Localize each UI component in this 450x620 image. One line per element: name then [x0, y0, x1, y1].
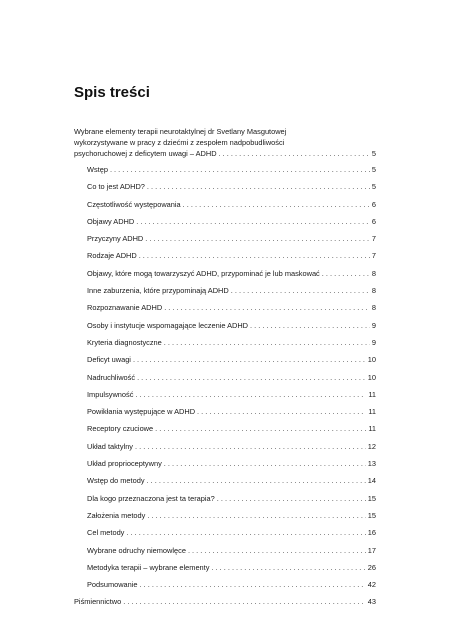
toc-entry: [74, 510, 376, 521]
dot-leader: [135, 441, 366, 452]
toc-main-entry-line: psychoruchowej z deficytem uwagi – ADHD: [74, 149, 217, 158]
toc-page-number: 8: [371, 268, 376, 278]
toc-entry-label: Wstęp do metody: [87, 476, 145, 486]
toc-entry-label: Wybrane odruchy niemowlęce: [87, 545, 186, 555]
toc-page-number: 11: [368, 407, 376, 417]
toc-page-number: 10: [367, 372, 376, 382]
dot-leader: [137, 372, 366, 383]
toc-page-number: 42: [367, 580, 376, 590]
toc-entry-label: Metodyka terapii – wybrane elementy: [87, 562, 210, 572]
dot-leader: [164, 458, 366, 469]
toc-entry: [74, 389, 376, 400]
toc-entry-label: Impulsywność: [87, 389, 134, 399]
toc-page-number: 6: [371, 199, 376, 209]
toc-page-number: 11: [368, 424, 376, 434]
dot-leader: [133, 354, 366, 365]
toc-page-number: 15: [367, 510, 376, 520]
toc-entry-label: Receptory czuciowe: [87, 424, 154, 434]
toc-entry: [74, 441, 376, 452]
toc-page-number: 7: [371, 251, 376, 261]
dot-leader: [145, 233, 370, 244]
toc-page-number: 9: [371, 337, 376, 347]
toc-entry-label: Nadruchliwość: [87, 372, 136, 382]
dot-leader: [139, 250, 370, 261]
toc-page-number: 8: [371, 303, 376, 313]
toc-entry-label: Piśmiennictwo: [74, 597, 122, 607]
toc-page-number: 26: [367, 562, 376, 572]
toc-entry: [74, 475, 376, 486]
toc-entry-label: Przyczyny ADHD: [87, 234, 144, 244]
toc-entry: [74, 164, 376, 175]
toc-entry-label: Rozpoznawanie ADHD: [87, 303, 163, 313]
toc-page-number: 13: [367, 459, 376, 469]
toc-entry: [74, 493, 376, 504]
toc-main-entry-line: Wybrane elementy terapii neurotaktylnej dr Svetlany Masgutowej: [74, 127, 287, 136]
toc-page-number: 10: [367, 355, 376, 365]
toc-entry: [74, 562, 376, 573]
toc-page-number: 6: [371, 216, 376, 226]
toc-entry-label: Rodzaje ADHD: [87, 251, 137, 261]
toc-entry: [74, 579, 376, 590]
toc-entry-label: Dla kogo przeznaczona jest ta terapia?: [87, 493, 215, 503]
toc-page-number: 5: [371, 149, 376, 158]
toc-entry: [74, 268, 376, 279]
dot-leader: [231, 285, 370, 296]
toc-page-number: 5: [371, 182, 376, 192]
toc-entry-label: Cel metody: [87, 528, 125, 538]
toc-entry-label: Powikłania występujące w ADHD: [87, 407, 196, 417]
toc-entry: [74, 458, 376, 469]
toc-page-number: 14: [367, 476, 376, 486]
dot-leader: [250, 320, 370, 331]
toc-main-entry-last-line: [74, 148, 376, 159]
toc-entry-label: Kryteria diagnostyczne: [87, 337, 162, 347]
dot-leader: [147, 181, 370, 192]
toc-entry: [74, 372, 376, 383]
toc-entry: [74, 302, 376, 313]
toc-entry-bibliography: [74, 596, 376, 607]
dot-leader: [197, 406, 366, 417]
toc-page-number: 8: [371, 286, 376, 296]
toc-page-number: 7: [371, 234, 376, 244]
toc-entry-label: Założenia metody: [87, 510, 146, 520]
toc-main-entry-line: wykorzystywane w pracy z dziećmi z zespołem nadpobudliwości: [74, 138, 285, 147]
dot-leader: [183, 199, 370, 210]
toc-entry-label: Co to jest ADHD?: [87, 182, 145, 192]
toc-main-entry: [74, 126, 376, 159]
dot-leader: [126, 527, 365, 538]
toc-entry: [74, 216, 376, 227]
toc-entry-label: Inne zaburzenia, które przypominają ADHD: [87, 286, 229, 296]
toc-entry-label: Układ proprioceptywny: [87, 459, 162, 469]
dot-leader: [164, 302, 370, 313]
toc-entry-label: Osoby i instytucje wspomagające leczenie ADHD: [87, 320, 249, 330]
toc-entry: [74, 545, 376, 556]
toc-entry: [74, 406, 376, 417]
toc-entry-label: Częstotliwość występowania: [87, 199, 181, 209]
dot-leader: [123, 596, 366, 607]
toc-page-number: 43: [367, 597, 376, 607]
toc-entry-label: Objawy ADHD: [87, 216, 135, 226]
page-title: Spis treści: [74, 84, 150, 101]
toc-entry-label: Układ taktylny: [87, 441, 134, 451]
toc-entry: [74, 285, 376, 296]
dot-leader: [164, 337, 370, 348]
toc-entry: [74, 423, 376, 434]
dot-leader: [110, 164, 370, 175]
toc-entry-label: Podsumowanie: [87, 580, 138, 590]
dot-leader: [322, 268, 370, 279]
toc-entry: [74, 181, 376, 192]
toc-entry: [74, 354, 376, 365]
toc-page-number: 9: [371, 320, 376, 330]
dot-leader: [140, 579, 366, 590]
toc-entry-label: Deficyt uwagi: [87, 355, 131, 365]
dot-leader: [135, 389, 366, 400]
toc-page-number: 5: [371, 165, 376, 174]
toc-page-number: 11: [368, 389, 376, 399]
toc-page-number: 17: [367, 545, 376, 555]
dot-leader: [136, 216, 370, 227]
toc-entry-label: Wstęp: [87, 165, 108, 174]
dot-leader: [147, 510, 365, 521]
dot-leader: [217, 493, 366, 504]
toc-sub-entries: [74, 164, 376, 590]
table-of-contents: [74, 126, 376, 607]
dot-leader: [155, 423, 366, 434]
toc-entry: [74, 233, 376, 244]
toc-entry: [74, 527, 376, 538]
dot-leader: [219, 148, 370, 159]
toc-entry: [74, 320, 376, 331]
toc-page-number: 12: [367, 441, 376, 451]
dot-leader: [188, 545, 366, 556]
toc-entry-label: Objawy, które mogą towarzyszyć ADHD, przypominać je lub maskować: [87, 268, 320, 278]
toc-page-number: 16: [367, 528, 376, 538]
toc-entry: [74, 250, 376, 261]
toc-page-number: 15: [367, 493, 376, 503]
toc-entry: [74, 199, 376, 210]
dot-leader: [147, 475, 366, 486]
dot-leader: [211, 562, 365, 573]
toc-entry: [74, 337, 376, 348]
